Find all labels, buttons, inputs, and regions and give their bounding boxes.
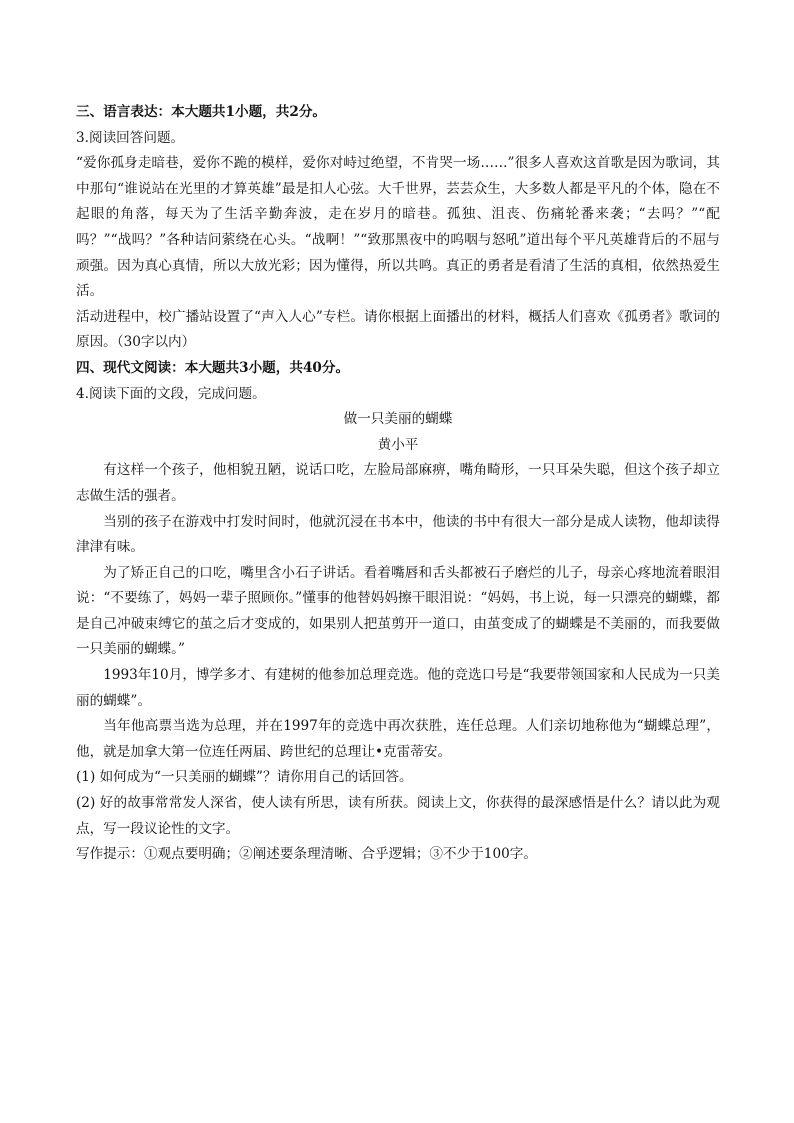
section3-heading: 三、语言表达：本大题共1小题，共2分。 xyxy=(76,104,327,120)
question3-passage: “爱你孤身走暗巷，爱你不跪的模样，爱你对峙过绝望，不肯哭一场……”很多人喜欢这首歌是因为歌词，其中那句“谁说站在光里的才算英雄”最是扣人心弦。大千世界，芸芸众生，大多数人都是平凡的个体，隐在不起眼的角落，每天为了生活辛勤奔波，走在岁月的暗巷。孤独、沮丧、伤痛轮番来袭；“去吗？”“配吗？”“战吗？”各种诘问萦绕在心头。“战啊！”“致那黑夜中的呜咽与怒吼”道出每个平凡英雄背后的不屈与顽强。因为真心真情，所以大放光彩；因为懂得，所以共鸣。真正的勇者是看清了生活的真相，依然热爱生活。 xyxy=(76,155,720,300)
section4-heading: 四、现代文阅读：本大题共3小题，共40分。 xyxy=(76,359,350,376)
article-paragraph: 当年他高票当选为总理，并在1997年的竞选中再次获胜，连任总理。人们亲切地称他为“蝴蝶总理”，他，就是加拿大第一位连任两届、跨世纪的总理让•克雷蒂安。 xyxy=(76,718,720,760)
question3-title: 3.阅读回答问题。 xyxy=(76,129,185,146)
sub-question-1: (1) 如何成为“一只美丽的蝴蝶”？请你用自己的话回答。 xyxy=(76,769,413,786)
question3-task: 活动进程中，校广播站设置了“声入人心”专栏。请你根据上面播出的材料，概括人们喜欢《孤勇者》歌词的原因。（30字以内） xyxy=(76,308,720,351)
article-paragraph: 为了矫正自己的口吃，嘴里含小石子讲话。看着嘴唇和舌头都被石子磨烂的儿子，母亲心疼地流着眼泪说：“不要练了，妈妈一辈子照顾你。”懂事的他替妈妈擦干眼泪说：“妈妈，书上说，每一只漂亮的蝴蝶，都是自己冲破束缚它的茧之后才变成的，如果别人把茧剪开一道口，由茧变成了的蝴蝶是不美丽的，而我要做一只美丽的蝴蝶。” xyxy=(76,564,720,658)
article-paragraph: 当别的孩子在游戏中打发时间时，他就沉浸在书本中，他读的书中有很大一部分是成人读物，他却读得津津有味。 xyxy=(76,513,720,556)
writing-tip: 写作提示：①观点要明确；②阐述要条理清晰、合乎逻辑；③不少于100字。 xyxy=(76,846,537,863)
document-page xyxy=(76,100,720,868)
article-paragraph: 1993年10月，博学多才、有建树的他参加总理竞选。他的竞选口号是“我要带领国家和人民成为一只美丽的蝴蝶”。 xyxy=(76,667,720,709)
question4-title: 4.阅读下面的文段，完成问题。 xyxy=(76,385,266,402)
article-paragraph: 有这样一个孩子，他相貌丑陋，说话口吃，左脸局部麻痹，嘴角畸形，一只耳朵失聪，但这个孩子却立志做生活的强者。 xyxy=(76,462,720,504)
article-title: 做一只美丽的蝴蝶 xyxy=(343,411,453,428)
sub-question-2: (2) 好的故事常常发人深省，使人读有所思，读有所获。阅读上文，你获得的最深感悟是什么？请以此为观点，写一段议论性的文字。 xyxy=(76,795,720,837)
article-author: 黄小平 xyxy=(377,436,419,453)
